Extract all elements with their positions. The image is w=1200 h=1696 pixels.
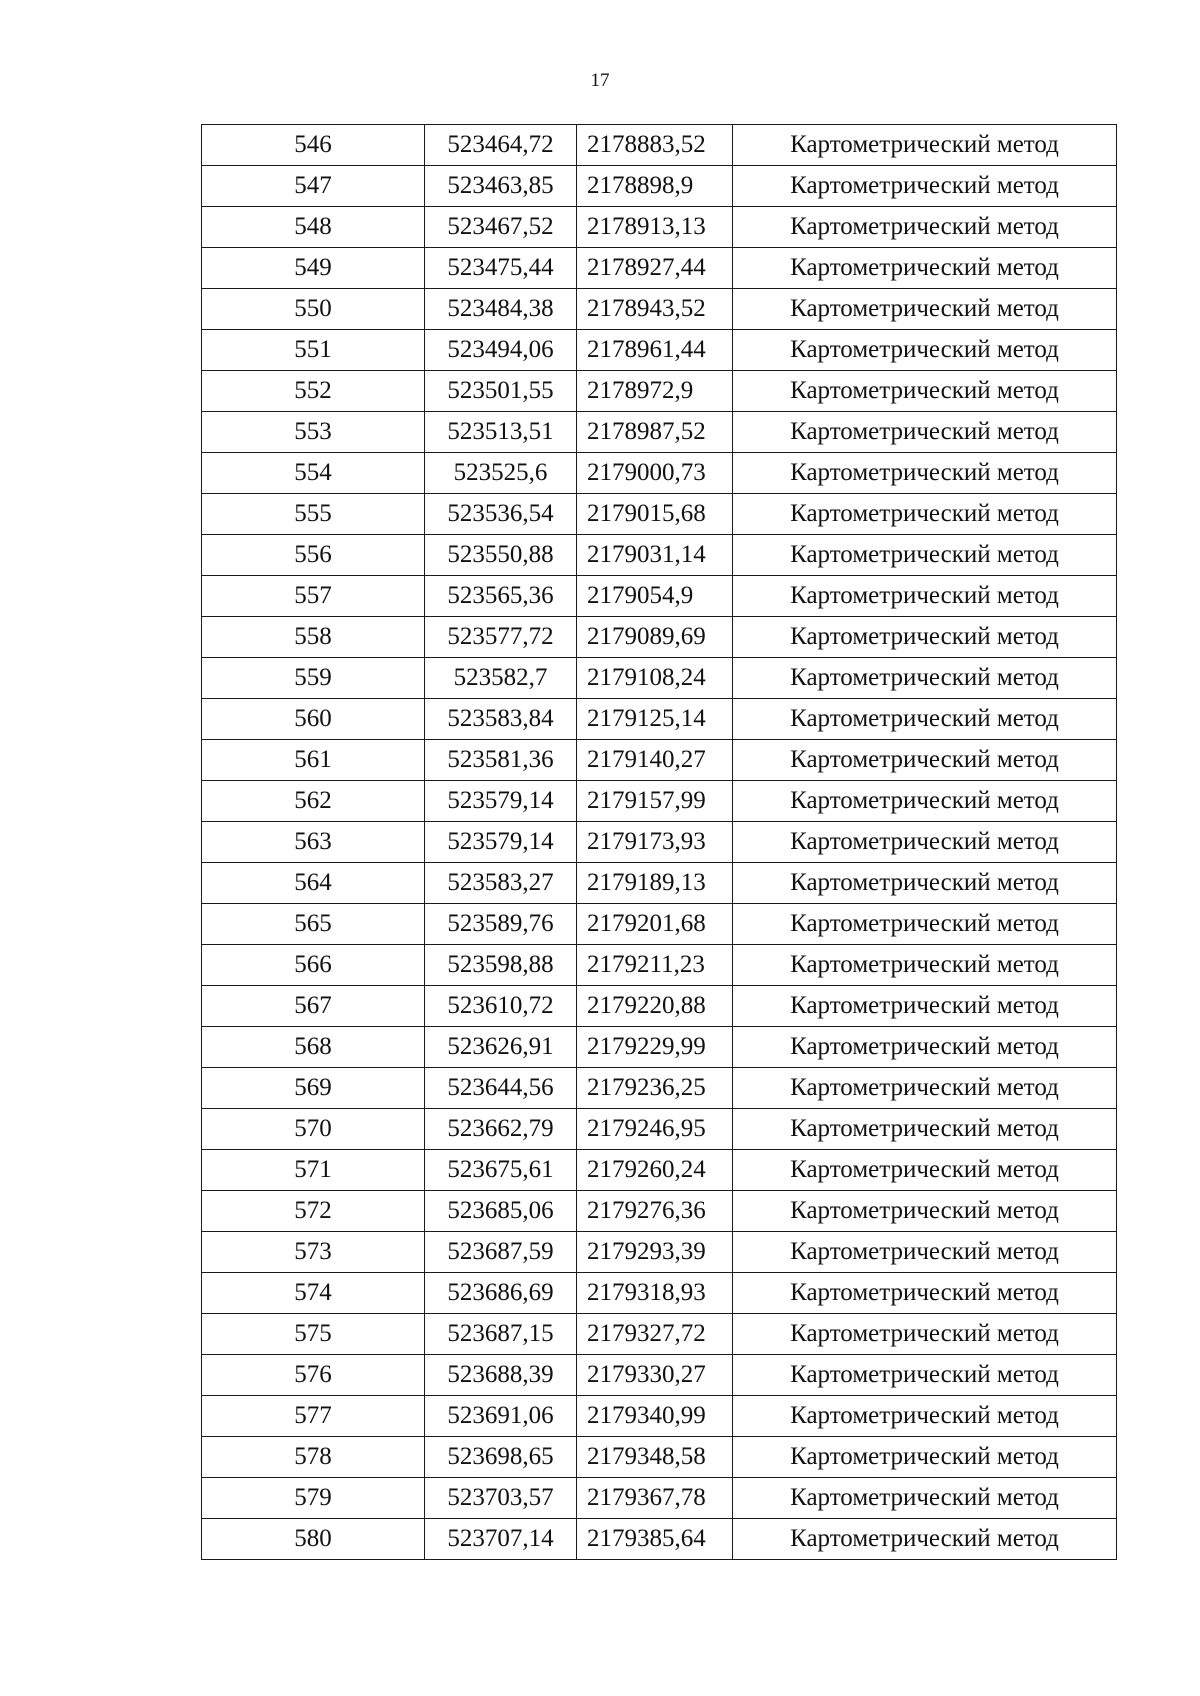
table-row [202, 125, 1117, 166]
x-coordinate-cell: 523513,51 [425, 412, 577, 453]
point-number-cell: 576 [202, 1355, 425, 1396]
y-coordinate-cell: 2179140,27 [577, 740, 733, 781]
y-coordinate-cell: 2179089,69 [577, 617, 733, 658]
y-coordinate-cell: 2179189,13 [577, 863, 733, 904]
point-number-cell: 566 [202, 945, 425, 986]
y-coordinate-cell: 2179125,14 [577, 699, 733, 740]
point-number-cell: 571 [202, 1150, 425, 1191]
method-cell: Картометрический метод [733, 945, 1117, 986]
point-number-cell: 569 [202, 1068, 425, 1109]
y-coordinate-cell: 2179108,24 [577, 658, 733, 699]
y-coordinate-cell: 2178898,9 [577, 166, 733, 207]
table-row [202, 1027, 1117, 1068]
table-row [202, 986, 1117, 1027]
x-coordinate-cell: 523579,14 [425, 822, 577, 863]
method-cell: Картометрический метод [733, 125, 1117, 166]
x-coordinate-cell: 523685,06 [425, 1191, 577, 1232]
x-coordinate-cell: 523525,6 [425, 453, 577, 494]
table-row [202, 576, 1117, 617]
x-coordinate-cell: 523579,14 [425, 781, 577, 822]
point-number-cell: 578 [202, 1437, 425, 1478]
point-number-cell: 567 [202, 986, 425, 1027]
x-coordinate-cell: 523703,57 [425, 1478, 577, 1519]
point-number-cell: 557 [202, 576, 425, 617]
y-coordinate-cell: 2179031,14 [577, 535, 733, 576]
method-cell: Картометрический метод [733, 1519, 1117, 1560]
y-coordinate-cell: 2179260,24 [577, 1150, 733, 1191]
y-coordinate-cell: 2179211,23 [577, 945, 733, 986]
y-coordinate-cell: 2179340,99 [577, 1396, 733, 1437]
table-row [202, 740, 1117, 781]
point-number-cell: 572 [202, 1191, 425, 1232]
method-cell: Картометрический метод [733, 453, 1117, 494]
point-number-cell: 556 [202, 535, 425, 576]
method-cell: Картометрический метод [733, 289, 1117, 330]
method-cell: Картометрический метод [733, 740, 1117, 781]
x-coordinate-cell: 523589,76 [425, 904, 577, 945]
method-cell: Картометрический метод [733, 207, 1117, 248]
x-coordinate-cell: 523475,44 [425, 248, 577, 289]
table-row [202, 781, 1117, 822]
x-coordinate-cell: 523626,91 [425, 1027, 577, 1068]
method-cell: Картометрический метод [733, 494, 1117, 535]
x-coordinate-cell: 523686,69 [425, 1273, 577, 1314]
method-cell: Картометрический метод [733, 617, 1117, 658]
table-row [202, 1232, 1117, 1273]
x-coordinate-cell: 523467,52 [425, 207, 577, 248]
x-coordinate-cell: 523598,88 [425, 945, 577, 986]
point-number-cell: 554 [202, 453, 425, 494]
point-number-cell: 550 [202, 289, 425, 330]
x-coordinate-cell: 523464,72 [425, 125, 577, 166]
point-number-cell: 551 [202, 330, 425, 371]
point-number-cell: 563 [202, 822, 425, 863]
table-row [202, 330, 1117, 371]
x-coordinate-cell: 523688,39 [425, 1355, 577, 1396]
coordinates-table-body [202, 125, 1117, 1560]
x-coordinate-cell: 523582,7 [425, 658, 577, 699]
y-coordinate-cell: 2179318,93 [577, 1273, 733, 1314]
point-number-cell: 555 [202, 494, 425, 535]
method-cell: Картометрический метод [733, 1314, 1117, 1355]
method-cell: Картометрический метод [733, 1355, 1117, 1396]
table-row [202, 289, 1117, 330]
point-number-cell: 549 [202, 248, 425, 289]
page-number: 17 [590, 70, 610, 91]
point-number-cell: 570 [202, 1109, 425, 1150]
point-number-cell: 553 [202, 412, 425, 453]
table-row [202, 699, 1117, 740]
table-row [202, 617, 1117, 658]
y-coordinate-cell: 2178961,44 [577, 330, 733, 371]
x-coordinate-cell: 523550,88 [425, 535, 577, 576]
y-coordinate-cell: 2179054,9 [577, 576, 733, 617]
table-row [202, 1478, 1117, 1519]
point-number-cell: 547 [202, 166, 425, 207]
x-coordinate-cell: 523675,61 [425, 1150, 577, 1191]
x-coordinate-cell: 523610,72 [425, 986, 577, 1027]
method-cell: Картометрический метод [733, 863, 1117, 904]
table-row [202, 1109, 1117, 1150]
x-coordinate-cell: 523463,85 [425, 166, 577, 207]
point-number-cell: 574 [202, 1273, 425, 1314]
table-row [202, 248, 1117, 289]
point-number-cell: 579 [202, 1478, 425, 1519]
method-cell: Картометрический метод [733, 330, 1117, 371]
point-number-cell: 568 [202, 1027, 425, 1068]
table-row [202, 1355, 1117, 1396]
table-row [202, 1150, 1117, 1191]
table-row [202, 535, 1117, 576]
table-row [202, 904, 1117, 945]
point-number-cell: 559 [202, 658, 425, 699]
x-coordinate-cell: 523691,06 [425, 1396, 577, 1437]
x-coordinate-cell: 523687,59 [425, 1232, 577, 1273]
method-cell: Картометрический метод [733, 1068, 1117, 1109]
point-number-cell: 565 [202, 904, 425, 945]
method-cell: Картометрический метод [733, 1232, 1117, 1273]
table-row [202, 1437, 1117, 1478]
y-coordinate-cell: 2179173,93 [577, 822, 733, 863]
y-coordinate-cell: 2179330,27 [577, 1355, 733, 1396]
x-coordinate-cell: 523644,56 [425, 1068, 577, 1109]
y-coordinate-cell: 2178927,44 [577, 248, 733, 289]
y-coordinate-cell: 2179327,72 [577, 1314, 733, 1355]
point-number-cell: 546 [202, 125, 425, 166]
point-number-cell: 548 [202, 207, 425, 248]
y-coordinate-cell: 2179000,73 [577, 453, 733, 494]
method-cell: Картометрический метод [733, 699, 1117, 740]
x-coordinate-cell: 523583,27 [425, 863, 577, 904]
table-row [202, 371, 1117, 412]
method-cell: Картометрический метод [733, 1109, 1117, 1150]
x-coordinate-cell: 523494,06 [425, 330, 577, 371]
y-coordinate-cell: 2179157,99 [577, 781, 733, 822]
method-cell: Картометрический метод [733, 986, 1117, 1027]
y-coordinate-cell: 2179229,99 [577, 1027, 733, 1068]
point-number-cell: 562 [202, 781, 425, 822]
table-row [202, 822, 1117, 863]
y-coordinate-cell: 2179348,58 [577, 1437, 733, 1478]
y-coordinate-cell: 2179015,68 [577, 494, 733, 535]
table-row [202, 863, 1117, 904]
method-cell: Картометрический метод [733, 1150, 1117, 1191]
x-coordinate-cell: 523583,84 [425, 699, 577, 740]
table-row [202, 1519, 1117, 1560]
table-row [202, 945, 1117, 986]
y-coordinate-cell: 2179293,39 [577, 1232, 733, 1273]
method-cell: Картометрический метод [733, 1437, 1117, 1478]
method-cell: Картометрический метод [733, 371, 1117, 412]
method-cell: Картометрический метод [733, 822, 1117, 863]
table-row [202, 494, 1117, 535]
table-row [202, 412, 1117, 453]
point-number-cell: 558 [202, 617, 425, 658]
method-cell: Картометрический метод [733, 658, 1117, 699]
point-number-cell: 580 [202, 1519, 425, 1560]
x-coordinate-cell: 523565,36 [425, 576, 577, 617]
table-row [202, 1273, 1117, 1314]
point-number-cell: 575 [202, 1314, 425, 1355]
method-cell: Картометрический метод [733, 781, 1117, 822]
table-row [202, 658, 1117, 699]
x-coordinate-cell: 523501,55 [425, 371, 577, 412]
method-cell: Картометрический метод [733, 1191, 1117, 1232]
point-number-cell: 564 [202, 863, 425, 904]
method-cell: Картометрический метод [733, 248, 1117, 289]
table-row [202, 1314, 1117, 1355]
y-coordinate-cell: 2178913,13 [577, 207, 733, 248]
method-cell: Картометрический метод [733, 166, 1117, 207]
y-coordinate-cell: 2179276,36 [577, 1191, 733, 1232]
x-coordinate-cell: 523577,72 [425, 617, 577, 658]
point-number-cell: 573 [202, 1232, 425, 1273]
y-coordinate-cell: 2178883,52 [577, 125, 733, 166]
method-cell: Картометрический метод [733, 1027, 1117, 1068]
x-coordinate-cell: 523536,54 [425, 494, 577, 535]
method-cell: Картометрический метод [733, 904, 1117, 945]
method-cell: Картометрический метод [733, 1396, 1117, 1437]
x-coordinate-cell: 523662,79 [425, 1109, 577, 1150]
y-coordinate-cell: 2179385,64 [577, 1519, 733, 1560]
x-coordinate-cell: 523698,65 [425, 1437, 577, 1478]
y-coordinate-cell: 2178972,9 [577, 371, 733, 412]
method-cell: Картометрический метод [733, 576, 1117, 617]
table-row [202, 1068, 1117, 1109]
y-coordinate-cell: 2179246,95 [577, 1109, 733, 1150]
y-coordinate-cell: 2179367,78 [577, 1478, 733, 1519]
point-number-cell: 577 [202, 1396, 425, 1437]
method-cell: Картометрический метод [733, 535, 1117, 576]
table-row [202, 1396, 1117, 1437]
method-cell: Картометрический метод [733, 412, 1117, 453]
y-coordinate-cell: 2179220,88 [577, 986, 733, 1027]
table-row [202, 166, 1117, 207]
table-row [202, 453, 1117, 494]
point-number-cell: 552 [202, 371, 425, 412]
coordinates-table [201, 124, 1117, 1560]
x-coordinate-cell: 523687,15 [425, 1314, 577, 1355]
y-coordinate-cell: 2178943,52 [577, 289, 733, 330]
y-coordinate-cell: 2179201,68 [577, 904, 733, 945]
x-coordinate-cell: 523581,36 [425, 740, 577, 781]
y-coordinate-cell: 2179236,25 [577, 1068, 733, 1109]
y-coordinate-cell: 2178987,52 [577, 412, 733, 453]
method-cell: Картометрический метод [733, 1478, 1117, 1519]
method-cell: Картометрический метод [733, 1273, 1117, 1314]
x-coordinate-cell: 523484,38 [425, 289, 577, 330]
table-row [202, 1191, 1117, 1232]
point-number-cell: 560 [202, 699, 425, 740]
x-coordinate-cell: 523707,14 [425, 1519, 577, 1560]
point-number-cell: 561 [202, 740, 425, 781]
table-row [202, 207, 1117, 248]
